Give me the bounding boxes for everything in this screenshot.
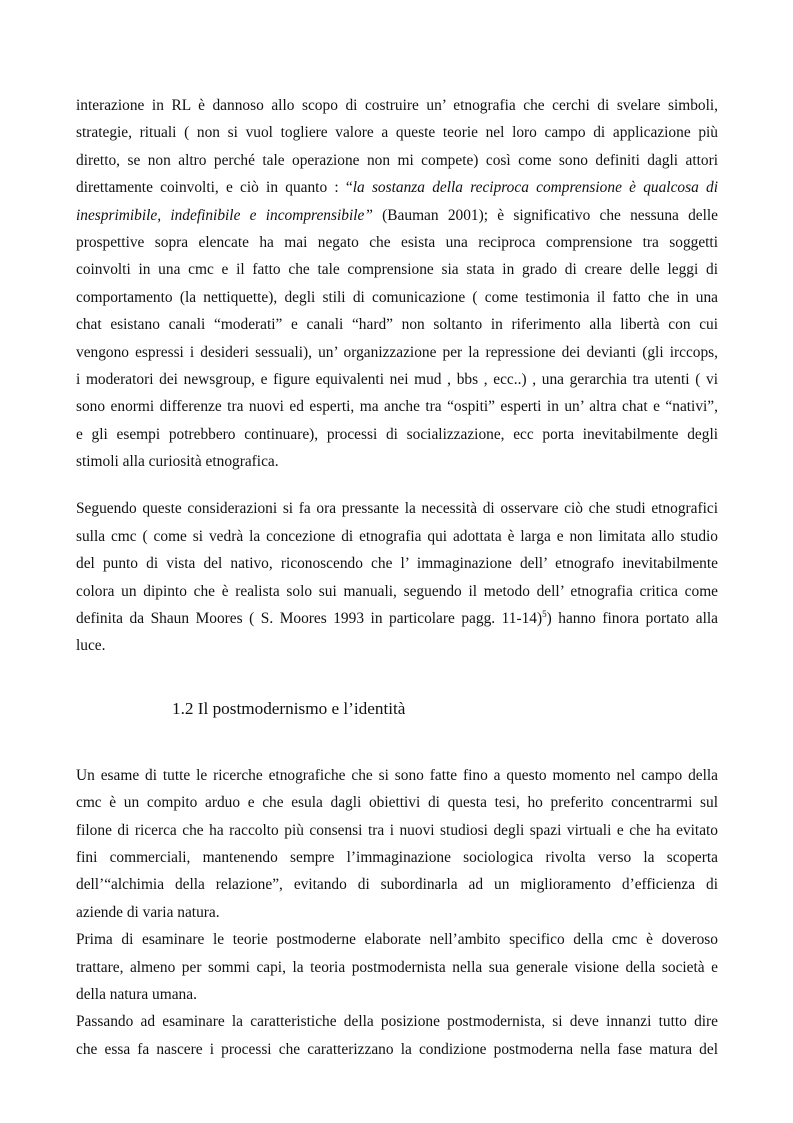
section-heading: 1.2 Il postmodernismo e l’identità xyxy=(172,698,406,718)
text-line: chat esistano canali “moderati” e canali “hard” non soltanto in riferimento alla libertà con cui xyxy=(76,316,718,334)
text-line: Seguendo queste considerazioni si fa ora pressante la necessità di osservare ciò che studi etnografici xyxy=(76,500,718,518)
document-page xyxy=(76,92,718,1063)
text-line: strategie, rituali ( non si vuol togliere valore a queste teorie nel loro campo di applicazione più xyxy=(76,124,718,142)
paragraph xyxy=(76,495,718,659)
paragraph xyxy=(76,762,718,926)
text-line: Prima di esaminare le teorie postmoderne elaborate nell’ambito specifico della cmc è doveroso xyxy=(76,931,718,949)
text-line: e gli esempi potrebbero continuare), processi di socializzazione, ecc porta inevitabilmente degli xyxy=(76,425,718,443)
paragraph-spacer xyxy=(76,475,718,495)
footnote-marker: 5 xyxy=(542,609,547,620)
text-line: filone di ricerca che ha raccolto più consensi tra i nuovi studiosi degli spazi virtuali e che ha evitato xyxy=(76,821,718,839)
text-line: stimoli alla curiosità etnografica. xyxy=(76,453,279,471)
text-line: sono enormi differenze tra nuovi ed esperti, ma anche tra “ospiti” esperti in un’ altra chat e “nativi”, xyxy=(76,398,718,416)
text-segment: direttamente coinvolti, e ciò in quanto : “ xyxy=(76,179,353,197)
text-line xyxy=(76,605,718,632)
text-line: colora un dipinto che è realista solo sui manuali, seguendo il metodo dell’ etnografia critica come xyxy=(76,582,718,600)
text-line: della natura umana. xyxy=(76,985,197,1003)
text-line: aziende di varia natura. xyxy=(76,903,220,921)
text-line: coinvolti in una cmc e il fatto che tale comprensione sia stata in grado di creare delle leggi di xyxy=(76,261,718,279)
text-line: Passando ad esaminare la caratteristiche della posizione postmodernista, si deve innanzi tutto dire xyxy=(76,1013,718,1031)
text-segment: (Bauman 2001); è significativo che nessuna delle xyxy=(372,206,719,224)
text-line: Un esame di tutte le ricerche etnografiche che si sono fatte fino a questo momento nel campo della xyxy=(76,766,718,784)
heading-spacer xyxy=(76,660,718,694)
text-line: cmc è un compito arduo e che esula dagli obiettivi di questa tesi, ho preferito concentrarmi sul xyxy=(76,794,718,812)
text-segment: ) hanno finora portato alla xyxy=(546,610,718,628)
text-line: diretto, se non altro perché tale operazione non mi compete) così come sono definiti dagli attori xyxy=(76,151,718,169)
paragraph xyxy=(76,926,718,1008)
text-line: che essa fa nascere i processi che caratterizzano la condizione postmoderna nella fase matura del xyxy=(76,1040,718,1058)
text-line xyxy=(76,202,718,229)
text-line: prospettive sopra elencate ha mai negato che esista una reciproca comprensione tra soggetti xyxy=(76,233,718,251)
paragraph xyxy=(76,1008,718,1063)
text-line: luce. xyxy=(76,637,106,655)
text-line: fini commerciali, mantenendo sempre l’immaginazione sociologica rivolta verso la scoperta xyxy=(76,848,718,866)
text-segment: definita da Shaun Moores ( S. Moores 1993 in particolare pagg. 11-14) xyxy=(76,610,543,628)
text-line: del punto di vista del nativo, riconoscendo che l’ immaginazione dell’ etnografo inevitabilmente xyxy=(76,555,718,573)
text-line: dell’“alchimia della relazione”, evitando di subordinarla ad un miglioramento d’efficienza di xyxy=(76,876,718,894)
heading-spacer xyxy=(76,724,718,762)
text-line: comportamento (la nettiquette), degli stili di comunicazione ( come testimonia il fatto che in una xyxy=(76,288,718,306)
quote-italic: inesprimibile, indefinibile e incomprensibile” xyxy=(76,206,373,224)
text-line: vengono espressi i desideri sessuali), un’ organizzazione per la repressione dei devianti (gli irccops, xyxy=(76,343,718,361)
paragraph xyxy=(76,92,718,475)
text-line xyxy=(76,174,718,201)
text-line: trattare, almeno per sommi capi, la teoria postmodernista nella sua generale visione della società e xyxy=(76,958,718,976)
text-line: interazione in RL è dannoso allo scopo di costruire un’ etnografia che cerchi di svelare simboli, xyxy=(76,97,718,114)
text-line: i moderatori dei newsgroup, e figure equivalenti nei mud , bbs , ecc..) , una gerarchia tra utenti ( vi xyxy=(76,370,718,388)
text-line: sulla cmc ( come si vedrà la concezione di etnografia qui adottata è larga e non limitata allo studio xyxy=(76,527,718,545)
quote-italic: la sostanza della reciproca comprensione è qualcosa di xyxy=(352,179,718,197)
